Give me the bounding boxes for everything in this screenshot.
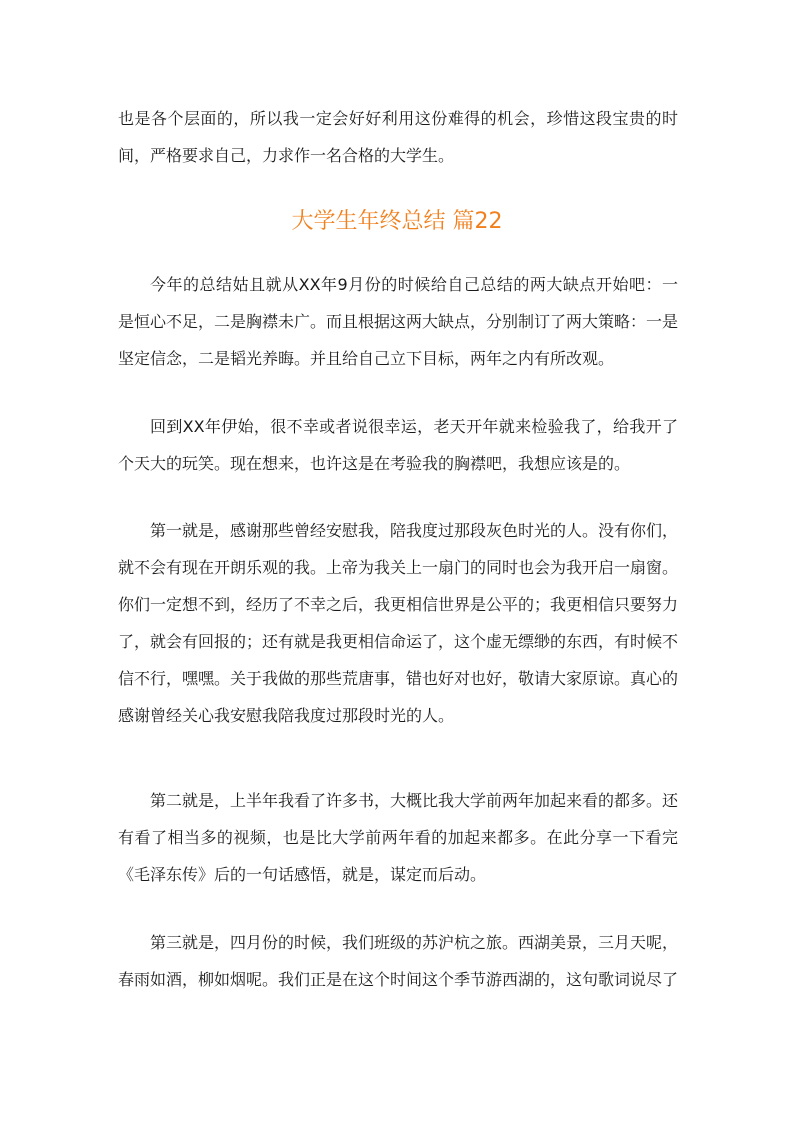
paragraph: 第二就是，上半年我看了许多书，大概比我大学前两年加起来看的都多。还有看了相当多的视频，也是比大学前两年看的加起来都多。在此分享一下看完《毛泽东传》后的一句话感悟，就是，谋定而后动。 <box>118 791 679 884</box>
intro-paragraph: 也是各个层面的，所以我一定会好好利用这份难得的机会，珍惜这段宝贵的时间，严格要求自己，力求作一名合格的大学生。 <box>118 109 678 165</box>
paragraph: 今年的总结姑且就从XX年9月份的时候给自己总结的两大缺点开始吧：一是恒心不足，二是胸襟未广。而且根据这两大缺点，分别制订了两大策略：一是坚定信念，二是韬光养晦。并且给自己立下目标，两年之内有所改观。 <box>118 275 679 368</box>
section-title: 大学生年终总结 篇22 <box>291 209 503 234</box>
paragraph: 回到XX年伊始，很不幸或者说很幸运，老天开年就来检验我了，给我开了个天大的玩笑。现在想来，也许这是在考验我的胸襟吧，我想应该是的。 <box>118 417 678 473</box>
paragraph: 第一就是，感谢那些曾经安慰我，陪我度过那段灰色时光的人。没有你们，就不会有现在开朗乐观的我。上帝为我关上一扇门的同时也会为我开启一扇窗。你们一定想不到，经历了不幸之后，我更相信世界是公平的；我更相信只要努力了，就会有回报的；还有就是我更相信命运了，这个虚无缥缈的东西，有时候不信不行，嘿嘿。关于我做的那些荒唐事，错也好对也好，敬请大家原谅。真心的感谢曾经关心我安慰我陪我度过那段时光的人。 <box>118 521 679 725</box>
paragraph: 第三就是，四月份的时候，我们班级的苏沪杭之旅。西湖美景，三月天呢，春雨如酒，柳如烟呢。我们正是在这个时间这个季节游西湖的，这句歌词说尽了 <box>118 933 679 989</box>
